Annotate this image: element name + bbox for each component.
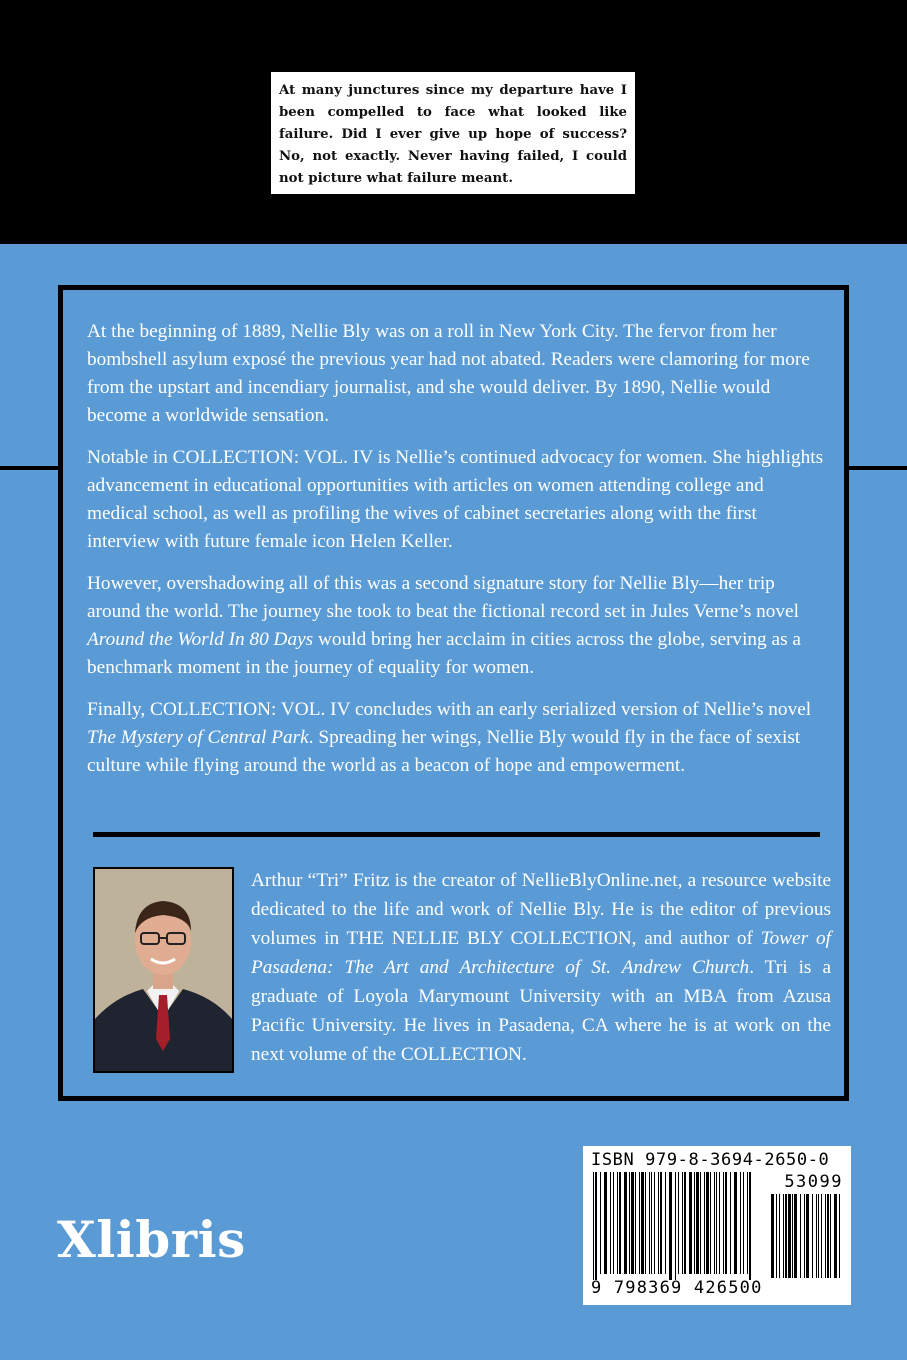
barcode-bar [792, 1194, 793, 1278]
barcode-bar [825, 1194, 826, 1278]
barcode-bar [785, 1194, 787, 1278]
barcode-bar [818, 1194, 819, 1278]
barcode-bar [617, 1172, 618, 1274]
book-description [87, 318, 829, 794]
barcode-bar [734, 1172, 737, 1274]
pull-quote [271, 72, 635, 194]
isbn-number: ISBN 979-8-3694-2650-0 [591, 1150, 830, 1170]
barcode-bar [783, 1194, 784, 1278]
barcode-bar [723, 1172, 724, 1274]
paragraph-3-text-a: However, overshadowing all of this was a second signature story for Nellie Bly—her trip around the world. The journey she took to beat the fictional record set in Jules Verne’s novel [87, 573, 799, 622]
section-divider [93, 832, 820, 837]
ean-number: 9 798369 426500 [591, 1278, 763, 1298]
description-paragraph-2: Notable in COLLECTION: VOL. IV is Nellie’s continued advocacy for women. She highlights advancement in educational opportunities with articles on women attending college and medical school, as well as profiling the wives of cabinet secretaries along with the first interview with future female icon Helen Keller. [87, 447, 824, 552]
barcode-bar [740, 1172, 741, 1274]
barcode-bar [776, 1194, 777, 1278]
barcode-bar [714, 1172, 715, 1274]
barcode-bar [600, 1172, 601, 1274]
paragraph-4-text-a: Finally, COLLECTION: VOL. IV concludes with an early serialized version of Nellie’s novel [87, 699, 812, 720]
barcode-bar [654, 1172, 655, 1274]
barcode-bar [665, 1172, 666, 1274]
isbn-barcode [583, 1146, 851, 1305]
paragraph-3-text-b: would bring her acclaim in cities across the globe, serving as a benchmark moment in the journey of equality for women. [87, 629, 801, 678]
barcode-bar [631, 1172, 634, 1274]
barcode-bar [613, 1172, 614, 1274]
book-title-mystery-central-park: The Mystery of Central Park [87, 727, 309, 748]
barcode-bar [706, 1172, 709, 1274]
barcode-bar [604, 1172, 607, 1274]
bio-text-b: . Tri is a graduate of Loyola Marymount University with an MBA from Azusa Pacific University. He lives in Pasadena, CA where he is at work on the next volume of the COLLECTION. [251, 957, 832, 1065]
barcode-bar [806, 1194, 809, 1278]
author-photo [93, 867, 234, 1073]
barcode-bar [678, 1172, 679, 1274]
barcode-bar [800, 1194, 801, 1278]
barcode-bar [771, 1194, 774, 1278]
barcode-bar [658, 1172, 659, 1274]
barcode-bar [675, 1172, 676, 1280]
barcode-bar [635, 1172, 636, 1274]
barcode-bar [743, 1172, 744, 1274]
author-portrait-illustration [95, 869, 232, 1071]
barcode-bar [834, 1194, 837, 1278]
barcode-bar [682, 1172, 683, 1274]
book-title-tower-of-pasadena: Tower of Pasadena: The Art and Architecture of St. Andrew Church [251, 928, 831, 978]
barcode-bar [830, 1194, 831, 1278]
paragraph-4-text-b: . Spreading her wings, Nellie Bly would fly in the face of sexist culture while flying around the world as a beacon of hope and empowerment. [87, 727, 801, 776]
barcode-bar [651, 1172, 652, 1274]
barcode-bar [639, 1172, 640, 1274]
barcode-bar [794, 1194, 797, 1278]
bio-text-a: Arthur “Tri” Fritz is the creator of NellieBlyOnline.net, a resource website dedicated to the life and work of Nellie Bly. He is the editor of previous volumes in THE NELLIE BLY COLLECTION, and author of [251, 870, 831, 949]
publisher-logo: Xlibris [57, 1210, 246, 1269]
description-paragraph-3 [87, 570, 829, 682]
barcode-bar [610, 1172, 611, 1274]
barcode-bar [660, 1172, 662, 1274]
barcode-bar [804, 1194, 805, 1278]
barcode-bar [719, 1172, 720, 1274]
barcode-bar [779, 1194, 780, 1278]
barcode-bar [641, 1172, 644, 1274]
barcode-bar [689, 1172, 692, 1274]
barcode-bar [593, 1172, 594, 1280]
author-bio [251, 866, 831, 1069]
barcode-bar [827, 1194, 829, 1278]
description-frame [58, 285, 849, 1101]
pull-quote-text: At many junctures since my departure have I been compelled to face what looked like failure. Did I ever give up hope of success? No, not exactly. Never having failed, I could not picture what failure meant. [279, 83, 627, 186]
barcode-bar [700, 1172, 701, 1274]
barcode-bar [730, 1172, 731, 1274]
barcode-bar [595, 1172, 597, 1280]
barcode-bar [669, 1172, 672, 1280]
top-black-band [0, 0, 907, 244]
barcode-bar [812, 1194, 813, 1278]
barcode-bar [649, 1172, 650, 1274]
barcode-bar [716, 1172, 717, 1274]
description-paragraph-1: At the beginning of 1889, Nellie Bly was on a roll in New York City. The fervor from her bombshell asylum exposé the previous year had not abated. Readers were clamoring for more from the upstart and incendiary journalist, and she would deliver. By 1890, Nellie would become a worldwide sensation. [87, 321, 810, 426]
barcode-bar [839, 1194, 840, 1278]
barcode-bar [629, 1172, 630, 1274]
price-code: 53099 [784, 1172, 843, 1192]
barcode-bar [749, 1172, 751, 1280]
barcode-bar [645, 1172, 646, 1274]
barcode-bar [788, 1194, 791, 1278]
barcode-bar [619, 1172, 621, 1274]
barcode-bar [710, 1172, 711, 1274]
barcode-bar [747, 1172, 748, 1274]
barcode-bar [704, 1172, 705, 1274]
barcode-bar [821, 1194, 822, 1278]
barcode-bar [725, 1172, 727, 1274]
description-paragraph-4 [87, 696, 829, 780]
barcode-bar [684, 1172, 686, 1274]
barcode-bar [624, 1172, 627, 1274]
barcode-bar [694, 1172, 695, 1274]
barcode-bar [816, 1194, 817, 1278]
barcode-bar [696, 1172, 699, 1274]
book-title-around-the-world: Around the World In 80 Days [87, 629, 314, 650]
